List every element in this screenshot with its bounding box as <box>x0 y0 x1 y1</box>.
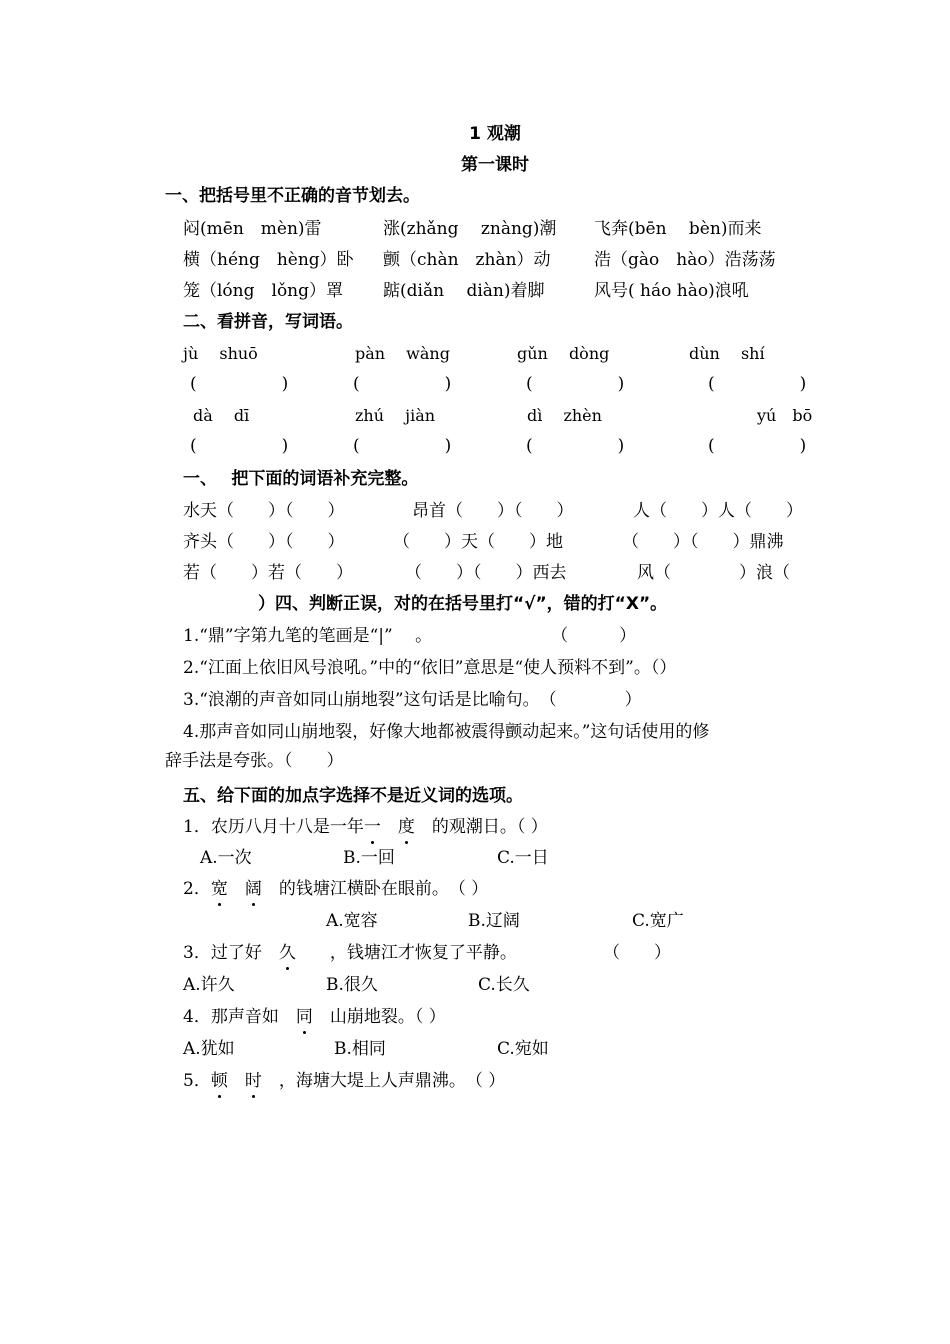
s2-blank[interactable]: ( ) <box>353 374 452 394</box>
s4-item-4-cont: 辞手法是夸张。（ ） <box>165 751 344 771</box>
s5-q3-paren[interactable]: （ ） <box>603 943 671 963</box>
s2-blank[interactable]: ( ) <box>526 374 625 394</box>
s1-r3-c1: 笼（lóng lǒng）罩 <box>183 281 344 301</box>
s5-q3-opt-c: C.长久 <box>478 975 530 995</box>
s2-pinyin-8: yú bō <box>757 406 813 425</box>
dotted-char: 久 <box>278 943 296 963</box>
s2-blank[interactable]: ( ) <box>708 374 807 394</box>
dotted-char: 时 <box>244 1071 262 1091</box>
s1-r2-c1: 横（héng hèng）卧 <box>183 250 354 270</box>
dotted-char: 顿 <box>210 1071 228 1091</box>
dotted-char: 一 <box>363 817 381 837</box>
s5-q1: 1．农历八月十八是一年一 度 的观潮日。（ ） <box>183 817 548 837</box>
page-subtitle: 第一课时 <box>461 155 529 175</box>
s4-item-3: 3.“浪潮的声音如同山崩地裂”这句话是比喻句。 （ ） <box>183 690 642 710</box>
s1-r3-c2: 踮(diǎn diàn)着脚 <box>383 281 545 301</box>
s1-r1-c1: 闷(mēn mèn)雷 <box>183 219 322 239</box>
s5-q1-opt-b: B.一回 <box>343 848 395 868</box>
section-2-heading: 二、看拼音，写词语。 <box>183 312 353 332</box>
s3-r2-c1: 齐头（ ）（ ） <box>183 532 345 552</box>
s2-pinyin-7: dì zhèn <box>527 406 602 425</box>
section-5-heading: 五、给下面的加点字选择不是近义词的选项。 <box>183 786 523 806</box>
s5-q4: 4．那声音如 同 山崩地裂。（ ） <box>183 1007 446 1027</box>
s1-r2-c3: 浩（gào hào）浩荡荡 <box>594 250 776 270</box>
dotted-char: 同 <box>295 1007 313 1027</box>
s5-q2-opt-b: B.辽阔 <box>468 911 520 931</box>
s3-r1-c3: 人（ ）人（ ） <box>633 501 803 521</box>
dotted-char: 宽 <box>210 879 228 899</box>
s2-blank[interactable]: ( ) <box>708 436 807 456</box>
s2-blank[interactable]: ( ) <box>526 436 625 456</box>
s2-pinyin-3: gǔn dòng <box>517 344 610 363</box>
section-3-heading: 一、 把下面的词语补充完整。 <box>183 469 419 489</box>
s1-r2-c2: 颤（chàn zhàn）动 <box>383 250 551 270</box>
s5-q4-opt-b: B.相同 <box>334 1039 386 1059</box>
section-4-heading: ）四、判断正误，对的在括号里打“√”，错的打“X”。 <box>258 594 668 614</box>
s3-r3-c1: 若（ ）若（ ） <box>183 563 353 583</box>
s2-blank[interactable]: ( ) <box>190 436 289 456</box>
s5-q4-opt-c: C.宛如 <box>497 1039 549 1059</box>
s2-pinyin-4: dùn shí <box>689 344 765 363</box>
s3-r3-c2: （ ）（ ）西去 <box>405 563 567 583</box>
s2-blank[interactable]: ( ) <box>353 436 452 456</box>
s1-r1-c3: 飞奔(bēn bèn)而来 <box>594 219 762 239</box>
s5-q2-opt-a: A.宽容 <box>326 911 378 931</box>
s3-r1-c2: 昂首（ ）（ ） <box>412 501 574 521</box>
s2-pinyin-2: pàn wàng <box>355 344 450 363</box>
s5-q3-opt-a: A.许久 <box>183 975 235 995</box>
s3-r1-c1: 水天（ ）（ ） <box>183 501 345 521</box>
s1-r1-c2: 涨(zhǎng znàng)潮 <box>383 219 557 239</box>
s5-q3-opt-b: B.很久 <box>326 975 378 995</box>
s5-q1-opt-a: A.一次 <box>200 848 252 868</box>
s4-item-4: 4.那声音如同山崩地裂，好像大地都被震得颤动起来。”这句话使用的修 <box>183 722 710 742</box>
s2-blank[interactable]: ( ) <box>190 374 289 394</box>
page-title: 1 观潮 <box>469 124 521 144</box>
s5-q3: 3．过了好 久 ，钱塘江才恢复了平静。 <box>183 943 517 963</box>
s5-q5: 5．顿 时 ，海塘大堤上人声鼎沸。 （ ） <box>183 1071 506 1091</box>
s2-pinyin-1: jù shuō <box>183 344 258 363</box>
s3-r2-c3: （ ）（ ）鼎沸 <box>622 532 784 552</box>
s4-item-2: 2.“江面上依旧风号浪吼。”中的“依旧”意思是“使人预料不到”。（） <box>183 658 677 678</box>
s4-item-1: 1.“鼎”字第九笔的笔画是“|” 。 （ ） <box>183 626 637 646</box>
s5-q1-opt-c: C.一日 <box>497 848 549 868</box>
dotted-char: 度 <box>397 817 415 837</box>
s5-q4-opt-a: A.犹如 <box>183 1039 235 1059</box>
s5-q2-opt-c: C.宽广 <box>632 911 684 931</box>
s5-q2: 2．宽 阔 的钱塘江横卧在眼前。 （ ） <box>183 879 489 899</box>
s2-pinyin-5: dà dī <box>193 406 250 425</box>
dotted-char: 阔 <box>244 879 262 899</box>
s2-pinyin-6: zhú jiàn <box>355 406 436 425</box>
s3-r2-c2: （ ）天（ ）地 <box>393 532 563 552</box>
s1-r3-c3: 风号( háo hào)浪吼 <box>594 281 749 301</box>
s3-r3-c3: 风（ ）浪（ <box>637 563 790 583</box>
section-1-heading: 一、把括号里不正确的音节划去。 <box>165 186 420 206</box>
